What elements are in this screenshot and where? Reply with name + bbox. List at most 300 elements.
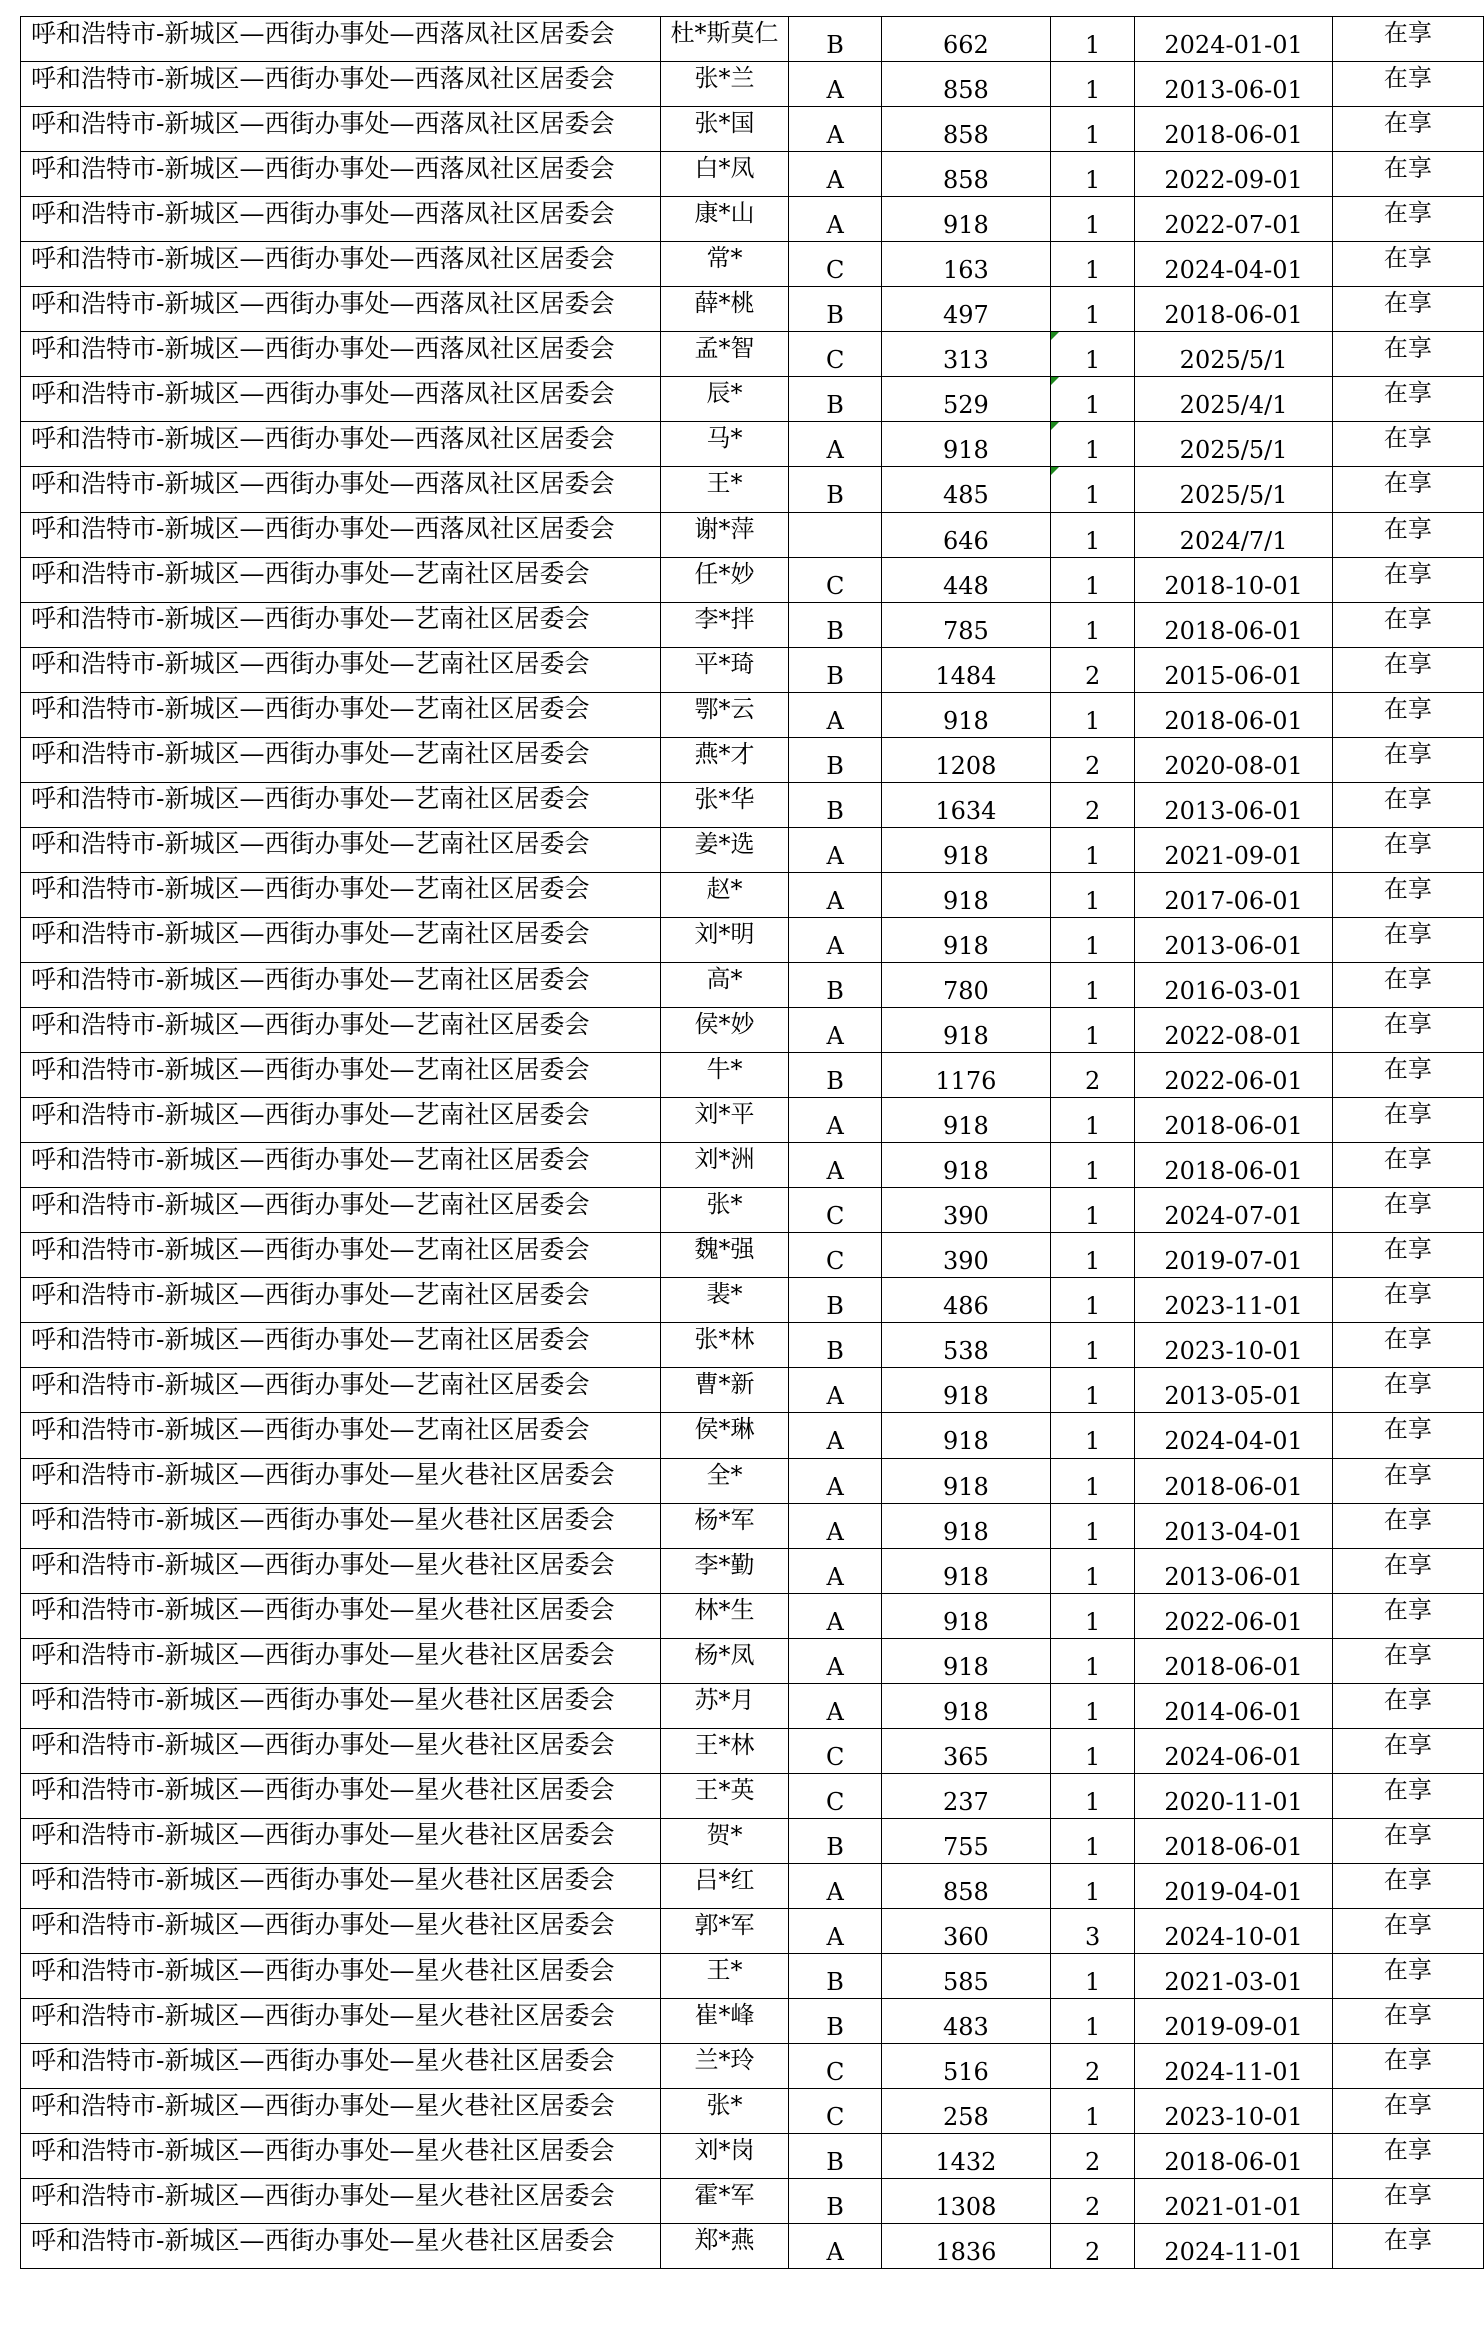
name-cell: [660, 1053, 789, 1098]
date-cell: [1135, 107, 1333, 152]
grade-cell: [789, 1638, 881, 1683]
status-text: 在享: [1383, 1865, 1432, 1894]
amount-text: 858: [942, 1877, 989, 1906]
name-text: 刘*平: [694, 1100, 755, 1129]
count-cell: [1050, 17, 1134, 62]
date-text: 2020-08-01: [1164, 751, 1303, 780]
grade-text: A: [826, 1922, 844, 1951]
status-cell: [1332, 1368, 1483, 1413]
name-cell: [660, 1954, 789, 1999]
status-cell: [1332, 1683, 1483, 1728]
count-text: 1: [1084, 1742, 1101, 1771]
table-row: [21, 557, 1484, 602]
count-cell: [1050, 1818, 1134, 1863]
amount-cell: [881, 1683, 1050, 1728]
address-text: 呼和浩特市-新城区—西街办事处—艺南社区居委会: [31, 1099, 590, 1129]
grade-cell: [789, 1503, 881, 1548]
name-text: 杜*斯莫仁: [670, 19, 779, 48]
count-cell: [1050, 1413, 1134, 1458]
grade-cell: [789, 1773, 881, 1818]
table-row: [21, 1683, 1484, 1728]
grade-text: B: [826, 1968, 844, 1997]
status-cell: [1332, 2224, 1483, 2269]
status-cell: [1332, 1954, 1483, 1999]
name-text: 鄂*云: [694, 694, 755, 723]
amount-cell: [881, 2044, 1050, 2089]
status-cell: [1332, 1593, 1483, 1638]
date-text: 2025/4/1: [1179, 391, 1288, 420]
grade-text: B: [826, 391, 844, 420]
grade-text: C: [825, 346, 845, 375]
status-text: 在享: [1383, 1235, 1432, 1264]
grade-cell: [789, 1954, 881, 1999]
amount-text: 390: [942, 1202, 989, 1231]
count-text: 1: [1084, 1337, 1101, 1366]
address-cell: [21, 17, 661, 62]
amount-cell: [881, 1908, 1050, 1953]
grade-cell: [789, 737, 881, 782]
address-cell: [21, 2224, 661, 2269]
date-cell: [1135, 782, 1333, 827]
date-cell: [1135, 1818, 1333, 1863]
status-cell: [1332, 557, 1483, 602]
grade-cell: [789, 782, 881, 827]
count-cell: [1050, 1368, 1134, 1413]
table-row: [21, 2134, 1484, 2179]
date-cell: [1135, 512, 1333, 557]
date-cell: [1135, 422, 1333, 467]
date-cell: [1135, 62, 1333, 107]
address-text: 呼和浩特市-新城区—西街办事处—艺南社区居委会: [31, 874, 590, 904]
status-text: 在享: [1383, 874, 1432, 903]
status-text: 在享: [1383, 1460, 1432, 1489]
grade-cell: [789, 62, 881, 107]
count-text: 1: [1084, 436, 1101, 465]
status-cell: [1332, 1818, 1483, 1863]
address-text: 呼和浩特市-新城区—西街办事处—星火巷社区居委会: [31, 2135, 615, 2165]
amount-text: 918: [942, 841, 989, 870]
count-cell: [1050, 1683, 1134, 1728]
grade-text: B: [826, 977, 844, 1005]
date-text: 2018-06-01: [1164, 2148, 1303, 2177]
date-cell: [1135, 1954, 1333, 1999]
amount-text: 918: [942, 1697, 989, 1726]
grade-cell: [789, 242, 881, 287]
count-text: 1: [1084, 1247, 1101, 1276]
amount-cell: [881, 1503, 1050, 1548]
amount-text: 538: [942, 1337, 989, 1366]
date-cell: [1135, 827, 1333, 872]
grade-cell: [789, 107, 881, 152]
grade-text: A: [826, 166, 844, 195]
grade-text: A: [826, 1382, 844, 1411]
date-text: 2023-11-01: [1164, 1292, 1303, 1321]
name-text: 谢*萍: [694, 514, 755, 543]
amount-text: 755: [942, 1832, 989, 1861]
date-text: 2024-11-01: [1164, 2238, 1303, 2267]
date-text: 2020-11-01: [1164, 1787, 1303, 1816]
grade-text: C: [825, 1742, 845, 1771]
name-text: 张*华: [694, 784, 755, 813]
name-cell: [660, 197, 789, 242]
amount-text: 646: [942, 526, 989, 555]
amount-cell: [881, 872, 1050, 917]
count-cell: [1050, 287, 1134, 332]
grade-text: B: [826, 31, 844, 60]
grade-text: B: [826, 751, 844, 780]
date-cell: [1135, 467, 1333, 512]
grade-cell: [789, 2134, 881, 2179]
grade-cell: [789, 467, 881, 512]
status-cell: [1332, 1773, 1483, 1818]
address-cell: [21, 197, 661, 242]
date-text: 2025/5/1: [1179, 481, 1288, 510]
date-cell: [1135, 1638, 1333, 1683]
table-row: [21, 1728, 1484, 1773]
count-cell: [1050, 1863, 1134, 1908]
name-text: 李*勤: [694, 1550, 755, 1579]
address-cell: [21, 2044, 661, 2089]
address-text: 呼和浩特市-新城区—西街办事处—星火巷社区居委会: [31, 1550, 615, 1580]
address-cell: [21, 287, 661, 332]
grade-cell: [789, 1413, 881, 1458]
amount-text: 780: [942, 977, 989, 1005]
table-row: [21, 287, 1484, 332]
amount-text: 918: [942, 1112, 989, 1141]
status-text: 在享: [1383, 109, 1432, 138]
address-text: 呼和浩特市-新城区—西街办事处—艺南社区居委会: [31, 604, 590, 634]
table-row: [21, 17, 1484, 62]
grade-cell: [789, 1908, 881, 1953]
address-text: 呼和浩特市-新城区—西街办事处—艺南社区居委会: [31, 964, 590, 994]
amount-text: 918: [942, 1562, 989, 1591]
table-row: [21, 1143, 1484, 1188]
count-cell: [1050, 1954, 1134, 1999]
count-cell: [1050, 197, 1134, 242]
count-text: 3: [1084, 1922, 1101, 1951]
name-cell: [660, 1503, 789, 1548]
address-cell: [21, 107, 661, 152]
count-text: 1: [1084, 1607, 1101, 1636]
count-cell: [1050, 422, 1134, 467]
address-text: 呼和浩特市-新城区—西街办事处—星火巷社区居委会: [31, 1505, 615, 1535]
address-text: 呼和浩特市-新城区—西街办事处—西落凤社区居委会: [31, 333, 615, 363]
grade-text: B: [826, 2148, 844, 2177]
address-text: 呼和浩特市-新城区—西街办事处—星火巷社区居委会: [31, 2225, 615, 2255]
name-text: 王*林: [694, 1730, 755, 1759]
name-cell: [660, 827, 789, 872]
table-row: [21, 332, 1484, 377]
grade-cell: [789, 917, 881, 962]
count-cell: [1050, 242, 1134, 287]
name-cell: [660, 107, 789, 152]
count-cell: [1050, 737, 1134, 782]
amount-text: 1176: [935, 1067, 997, 1096]
grade-cell: [789, 1458, 881, 1503]
date-text: 2017-06-01: [1164, 886, 1303, 915]
status-text: 在享: [1383, 289, 1432, 318]
amount-cell: [881, 17, 1050, 62]
status-cell: [1332, 2044, 1483, 2089]
date-text: 2018-06-01: [1164, 706, 1303, 735]
amount-cell: [881, 737, 1050, 782]
address-cell: [21, 962, 661, 1007]
status-text: 在享: [1383, 1775, 1432, 1804]
name-text: 白*凤: [694, 154, 755, 183]
amount-text: 918: [942, 1607, 989, 1636]
address-cell: [21, 1593, 661, 1638]
status-cell: [1332, 1458, 1483, 1503]
name-cell: [660, 2044, 789, 2089]
status-cell: [1332, 692, 1483, 737]
name-text: 曹*新: [694, 1370, 755, 1399]
address-text: 呼和浩特市-新城区—西街办事处—西落凤社区居委会: [31, 423, 615, 453]
grade-cell: [789, 422, 881, 467]
name-cell: [660, 17, 789, 62]
count-cell: [1050, 62, 1134, 107]
grade-cell: [789, 1999, 881, 2044]
status-text: 在享: [1383, 1820, 1432, 1849]
count-text: 1: [1084, 1787, 1101, 1816]
status-cell: [1332, 197, 1483, 242]
count-cell: [1050, 872, 1134, 917]
name-text: 牛*: [706, 1055, 743, 1084]
date-text: 2024-06-01: [1164, 1742, 1303, 1771]
date-cell: [1135, 872, 1333, 917]
count-text: 1: [1084, 121, 1101, 150]
address-text: 呼和浩特市-新城区—西街办事处—西落凤社区居委会: [31, 243, 615, 273]
amount-text: 858: [942, 121, 989, 150]
date-text: 2018-06-01: [1164, 1157, 1303, 1186]
count-cell: [1050, 107, 1134, 152]
status-text: 在享: [1383, 1595, 1432, 1624]
address-cell: [21, 332, 661, 377]
table-row: [21, 1008, 1484, 1053]
address-cell: [21, 602, 661, 647]
amount-text: 662: [942, 31, 989, 60]
name-text: 张*国: [694, 109, 755, 138]
amount-cell: [881, 422, 1050, 467]
table-row: [21, 1908, 1484, 1953]
count-text: 1: [1084, 1292, 1101, 1321]
address-cell: [21, 242, 661, 287]
table-row: [21, 1233, 1484, 1278]
address-cell: [21, 1548, 661, 1593]
address-cell: [21, 1368, 661, 1413]
count-cell: [1050, 2179, 1134, 2224]
grade-text: B: [826, 616, 844, 645]
count-text: 1: [1084, 1202, 1101, 1231]
grade-cell: [789, 512, 881, 557]
count-text: 1: [1084, 1832, 1101, 1861]
date-cell: [1135, 1593, 1333, 1638]
count-cell: [1050, 1548, 1134, 1593]
grade-cell: [789, 287, 881, 332]
table-row: [21, 2089, 1484, 2134]
date-text: 2022-09-01: [1164, 166, 1303, 195]
status-text: 在享: [1383, 334, 1432, 363]
name-text: 崔*峰: [694, 2001, 755, 2030]
status-text: 在享: [1383, 469, 1432, 498]
count-cell: [1050, 2224, 1134, 2269]
name-text: 吕*红: [694, 1865, 755, 1894]
name-cell: [660, 1593, 789, 1638]
status-cell: [1332, 287, 1483, 332]
count-cell: [1050, 2134, 1134, 2179]
name-text: 贺*: [706, 1820, 743, 1849]
table-row: [21, 152, 1484, 197]
status-cell: [1332, 647, 1483, 692]
grade-text: C: [825, 2058, 845, 2087]
name-text: 兰*玲: [694, 2046, 755, 2075]
name-cell: [660, 62, 789, 107]
date-text: 2024/7/1: [1179, 526, 1288, 555]
status-text: 在享: [1383, 1280, 1432, 1309]
date-text: 2018-10-01: [1164, 571, 1303, 600]
address-cell: [21, 1008, 661, 1053]
count-text: 1: [1084, 526, 1101, 555]
amount-text: 1634: [935, 796, 997, 825]
date-cell: [1135, 1008, 1333, 1053]
date-text: 2018-06-01: [1164, 121, 1303, 150]
amount-text: 516: [942, 2058, 989, 2087]
count-text: 1: [1084, 211, 1101, 240]
count-cell: [1050, 512, 1134, 557]
address-text: 呼和浩特市-新城区—西街办事处—西落凤社区居委会: [31, 198, 615, 228]
count-cell: [1050, 152, 1134, 197]
table-body: [21, 17, 1484, 2269]
date-cell: [1135, 1908, 1333, 1953]
grade-text: C: [825, 256, 845, 285]
date-text: 2025/5/1: [1179, 346, 1288, 375]
status-text: 在享: [1383, 2181, 1432, 2210]
table-row: [21, 647, 1484, 692]
grade-cell: [789, 2179, 881, 2224]
status-cell: [1332, 1143, 1483, 1188]
address-text: 呼和浩特市-新城区—西街办事处—西落凤社区居委会: [31, 468, 615, 498]
date-cell: [1135, 737, 1333, 782]
name-cell: [660, 2224, 789, 2269]
name-text: 王*英: [694, 1775, 755, 1804]
count-cell: [1050, 1188, 1134, 1233]
count-cell: [1050, 1773, 1134, 1818]
address-cell: [21, 1683, 661, 1728]
name-cell: [660, 1728, 789, 1773]
name-cell: [660, 692, 789, 737]
amount-cell: [881, 1233, 1050, 1278]
date-text: 2018-06-01: [1164, 1652, 1303, 1681]
grade-text: A: [826, 1562, 844, 1591]
count-cell: [1050, 1593, 1134, 1638]
count-cell: [1050, 1278, 1134, 1323]
name-text: 裴*: [706, 1280, 743, 1309]
name-cell: [660, 1098, 789, 1143]
name-text: 霍*军: [694, 2181, 755, 2210]
status-cell: [1332, 152, 1483, 197]
name-text: 刘*岗: [694, 2136, 755, 2165]
status-text: 在享: [1383, 244, 1432, 273]
count-text: 1: [1084, 1382, 1101, 1411]
name-text: 刘*洲: [694, 1145, 755, 1174]
date-cell: [1135, 1548, 1333, 1593]
grade-text: A: [826, 2238, 844, 2267]
status-cell: [1332, 1728, 1483, 1773]
name-text: 张*林: [694, 1325, 755, 1354]
count-cell: [1050, 1728, 1134, 1773]
address-text: 呼和浩特市-新城区—西街办事处—艺南社区居委会: [31, 1144, 590, 1174]
amount-cell: [881, 287, 1050, 332]
status-cell: [1332, 2134, 1483, 2179]
count-cell: [1050, 1053, 1134, 1098]
address-text: 呼和浩特市-新城区—西街办事处—艺南社区居委会: [31, 694, 590, 724]
status-cell: [1332, 602, 1483, 647]
date-text: 2015-06-01: [1164, 661, 1303, 690]
grade-cell: [789, 1188, 881, 1233]
amount-cell: [881, 62, 1050, 107]
amount-cell: [881, 2089, 1050, 2134]
table-row: [21, 1773, 1484, 1818]
count-text: 2: [1084, 2238, 1101, 2267]
status-text: 在享: [1383, 2001, 1432, 2030]
status-cell: [1332, 107, 1483, 152]
status-text: 在享: [1383, 1190, 1432, 1219]
address-cell: [21, 1233, 661, 1278]
name-cell: [660, 962, 789, 1007]
count-text: 1: [1084, 1517, 1101, 1546]
date-text: 2018-06-01: [1164, 616, 1303, 645]
status-cell: [1332, 1188, 1483, 1233]
status-text: 在享: [1383, 1640, 1432, 1669]
amount-cell: [881, 602, 1050, 647]
amount-text: 918: [942, 1472, 989, 1501]
date-cell: [1135, 1323, 1333, 1368]
name-cell: [660, 647, 789, 692]
status-text: 在享: [1383, 739, 1432, 768]
table-row: [21, 1323, 1484, 1368]
name-cell: [660, 872, 789, 917]
table-row: [21, 512, 1484, 557]
status-cell: [1332, 512, 1483, 557]
status-text: 在享: [1383, 424, 1432, 453]
amount-text: 858: [942, 166, 989, 195]
amount-cell: [881, 1728, 1050, 1773]
count-cell: [1050, 557, 1134, 602]
name-cell: [660, 422, 789, 467]
amount-text: 918: [942, 931, 989, 960]
status-cell: [1332, 782, 1483, 827]
date-cell: [1135, 1098, 1333, 1143]
name-cell: [660, 1863, 789, 1908]
grade-text: B: [826, 796, 844, 825]
date-text: 2013-06-01: [1164, 931, 1303, 960]
date-cell: [1135, 1458, 1333, 1503]
count-cell: [1050, 2089, 1134, 2134]
date-cell: [1135, 1728, 1333, 1773]
count-text: 2: [1084, 2058, 1101, 2087]
count-cell: [1050, 1008, 1134, 1053]
amount-text: 483: [942, 2013, 989, 2042]
grade-cell: [789, 1053, 881, 1098]
address-cell: [21, 1999, 661, 2044]
name-cell: [660, 1233, 789, 1278]
amount-text: 529: [942, 391, 989, 420]
status-text: 在享: [1383, 559, 1432, 588]
table-row: [21, 1593, 1484, 1638]
date-text: 2022-06-01: [1164, 1067, 1303, 1096]
name-cell: [660, 467, 789, 512]
status-text: 在享: [1383, 1505, 1432, 1534]
date-cell: [1135, 917, 1333, 962]
